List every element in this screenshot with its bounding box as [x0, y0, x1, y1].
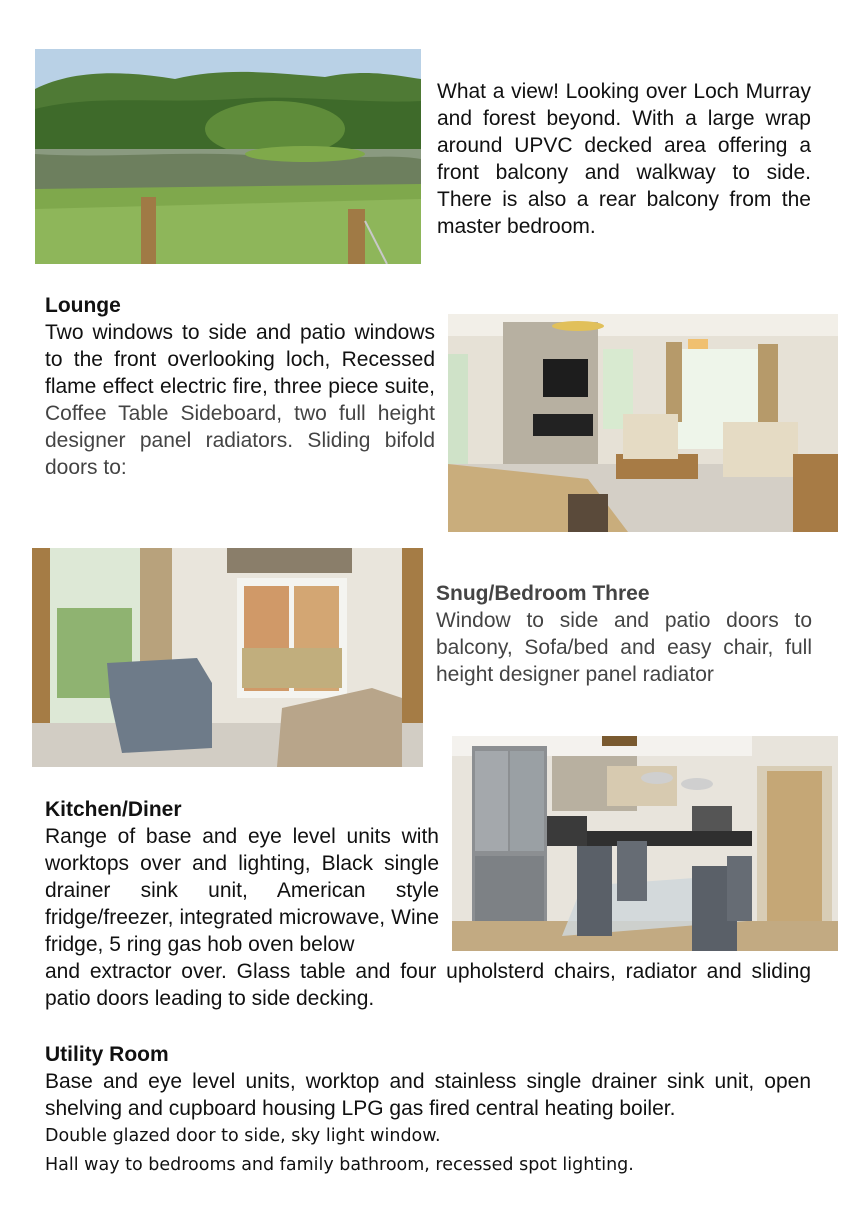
- snug-description: Window to side and patio doors to balcony, Sofa/bed and easy chair, full height designer panel radiator: [436, 609, 812, 686]
- lounge-section: [45, 292, 435, 481]
- utility-description: Base and eye level units, worktop and stainless single drainer sink unit, open shelving and cupboard housing LPG gas fired central heating boiler.: [45, 1070, 811, 1120]
- kitchen-description-cont: and extractor over. Glass table and four upholsterd chairs, radiator and sliding patio doors leading to side decking.: [45, 960, 811, 1010]
- lounge-description-cont: Coffee Table Sideboard, two full height designer panel radiators. Sliding bifold doors to:: [45, 402, 435, 479]
- kitchen-photo: [452, 736, 838, 951]
- snug-section: [436, 580, 812, 688]
- snug-heading: Snug/Bedroom Three: [436, 582, 650, 605]
- hallway-note: Hall way to bedrooms and family bathroom, recessed spot lighting.: [45, 1155, 634, 1175]
- view-description: What a view! Looking over Loch Murray and forest beyond. With a large wrap around UPVC decked area offering a front balcony and walkway to side. There is also a rear balcony from the master bedroom.: [437, 80, 811, 238]
- kitchen-section: [45, 796, 439, 958]
- utility-door-note: Double glazed door to side, sky light window.: [45, 1126, 441, 1146]
- kitchen-description: Range of base and eye level units with worktops over and lighting, Black single drainer sink unit, American style fridge/freezer, integrated microwave, Wine fridge, 5 ring gas hob oven below: [45, 825, 439, 956]
- utility-section: [45, 1041, 811, 1122]
- utility-heading: Utility Room: [45, 1043, 169, 1066]
- lounge-description: Two windows to side and patio windows to the front overlooking loch, Recessed flame effect electric fire, three piece suite,: [45, 321, 435, 398]
- kitchen-heading: Kitchen/Diner: [45, 798, 182, 821]
- lounge-photo: [448, 314, 838, 532]
- snug-photo: [32, 548, 423, 767]
- lounge-heading: Lounge: [45, 294, 121, 317]
- loch-view-photo: [35, 49, 421, 264]
